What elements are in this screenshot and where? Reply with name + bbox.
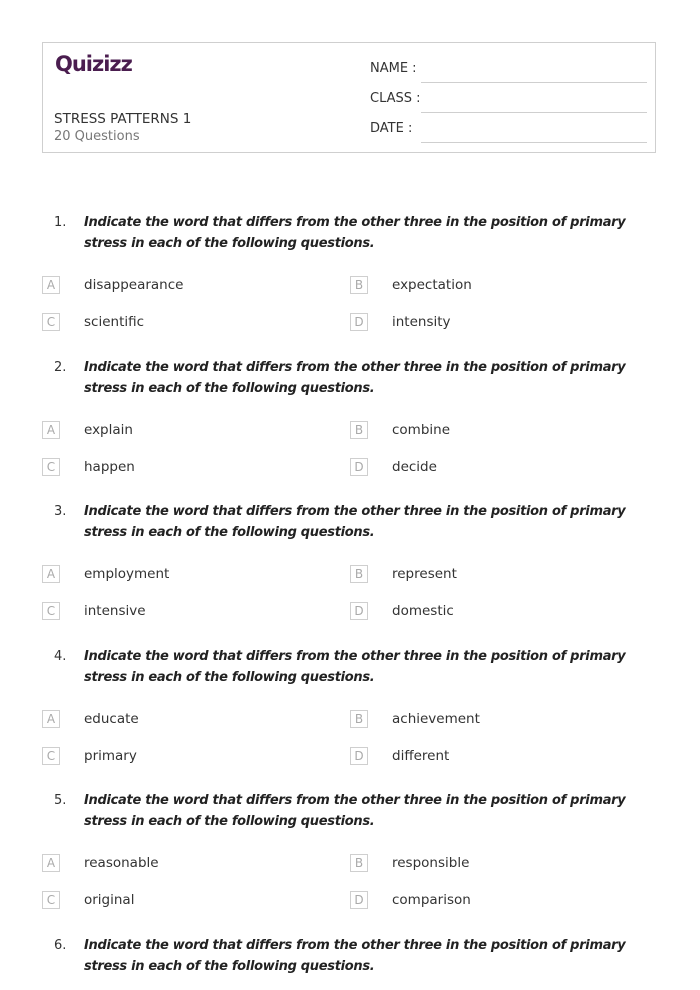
option-letter-c[interactable]: C [42,602,60,620]
option-letter-a[interactable]: A [42,421,60,439]
question-number: 5. [54,793,67,808]
option-text-b[interactable]: responsible [392,855,470,871]
question-text: Indicate the word that differs from the other three in the position of primary stress in each of the following questions. [84,215,626,251]
option-letter-d[interactable]: D [350,891,368,909]
option-letter-b[interactable]: B [350,421,368,439]
option-text-a[interactable]: employment [84,566,170,582]
option-letter-b[interactable]: B [350,276,368,294]
option-letter-d[interactable]: D [350,458,368,476]
option-text-c[interactable]: primary [84,748,137,764]
option-text-b[interactable]: represent [392,566,457,582]
option-letter-a[interactable]: A [42,854,60,872]
option-text-b[interactable]: expectation [392,277,472,293]
worksheet-title: STRESS PATTERNS 1 [54,111,192,127]
quizizz-logo: Quizizz [55,52,132,76]
option-letter-d[interactable]: D [350,747,368,765]
option-text-c[interactable]: happen [84,459,135,475]
option-text-a[interactable]: educate [84,711,139,727]
date-label: DATE : [370,121,413,136]
option-letter-c[interactable]: C [42,747,60,765]
option-text-d[interactable]: comparison [392,892,471,908]
question-text: Indicate the word that differs from the other three in the position of primary stress in each of the following questions. [84,649,626,685]
question-number: 6. [54,938,67,953]
option-letter-b[interactable]: B [350,854,368,872]
option-text-b[interactable]: combine [392,422,451,438]
option-letter-c[interactable]: C [42,891,60,909]
option-text-b[interactable]: achievement [392,711,480,727]
option-letter-d[interactable]: D [350,313,368,331]
question-text: Indicate the word that differs from the other three in the position of primary stress in each of the following questions. [84,360,626,396]
question-text: Indicate the word that differs from the other three in the position of primary stress in each of the following questions. [84,504,626,540]
name-label: NAME : [370,61,417,76]
question-text: Indicate the word that differs from the other three in the position of primary stress in each of the following questions. [84,938,626,974]
option-letter-b[interactable]: B [350,710,368,728]
question-number: 1. [54,215,67,230]
date-line [421,142,647,143]
option-letter-c[interactable]: C [42,458,60,476]
option-letter-b[interactable]: B [350,565,368,583]
name-line [421,82,647,83]
option-text-c[interactable]: scientific [84,314,145,330]
option-text-a[interactable]: disappearance [84,277,184,293]
option-text-d[interactable]: intensity [392,314,451,330]
question-number: 4. [54,649,67,664]
option-text-c[interactable]: intensive [84,603,146,619]
class-line [421,112,647,113]
option-text-d[interactable]: different [392,748,450,764]
option-text-a[interactable]: reasonable [84,855,159,871]
worksheet-header [42,42,656,153]
question-number: 2. [54,360,67,375]
option-letter-c[interactable]: C [42,313,60,331]
class-label: CLASS : [370,91,421,106]
option-letter-a[interactable]: A [42,710,60,728]
date-field[interactable] [370,121,647,141]
option-letter-a[interactable]: A [42,565,60,583]
question-text: Indicate the word that differs from the other three in the position of primary stress in each of the following questions. [84,793,626,829]
question-number: 3. [54,504,67,519]
option-text-d[interactable]: domestic [392,603,454,619]
option-letter-a[interactable]: A [42,276,60,294]
question-count: 20 Questions [54,129,140,144]
option-text-d[interactable]: decide [392,459,437,475]
name-field[interactable] [370,61,647,81]
option-text-c[interactable]: original [84,892,135,908]
class-field[interactable] [370,91,647,111]
option-letter-d[interactable]: D [350,602,368,620]
option-text-a[interactable]: explain [84,422,133,438]
